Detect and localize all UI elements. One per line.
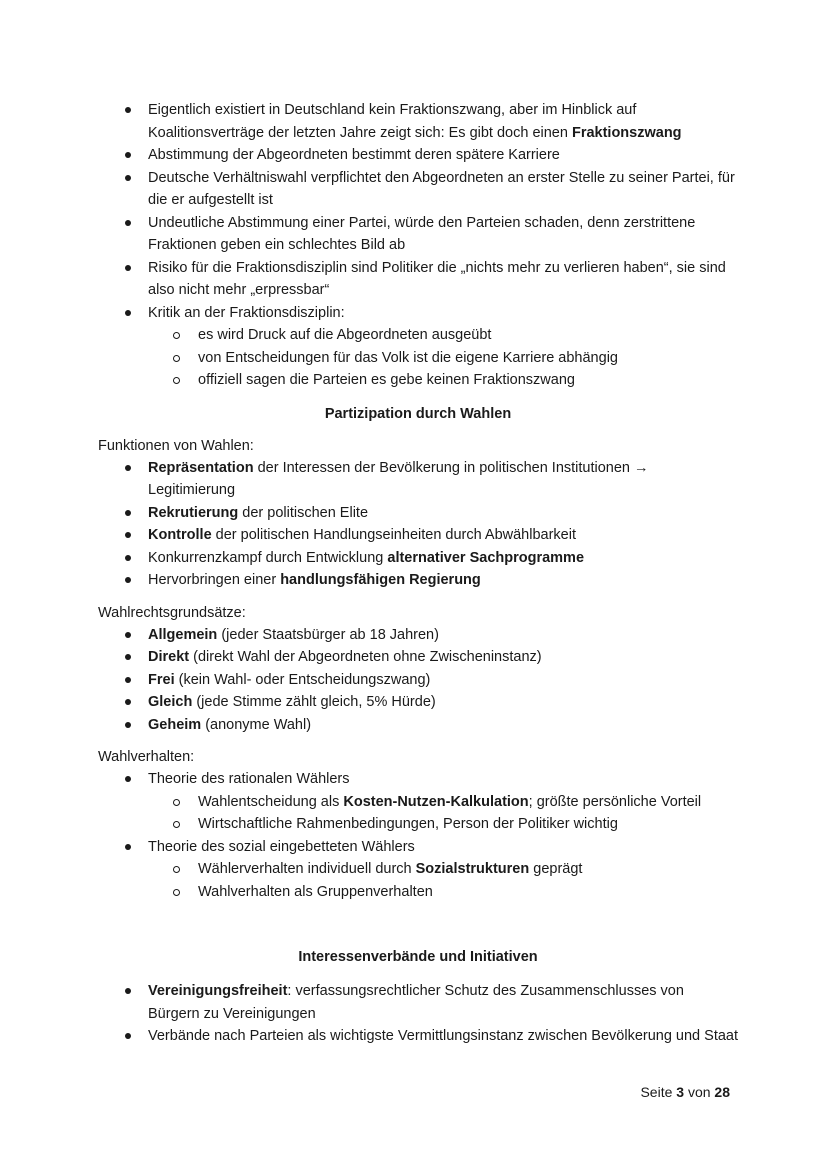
grundsaetze-list <box>98 624 738 737</box>
section-heading-verbaende: Interessenverbände und Initiativen <box>298 949 538 965</box>
verhalten-list <box>98 768 738 903</box>
list-item <box>98 524 738 547</box>
footer-total-pages: 28 <box>714 1084 730 1100</box>
text-run: von Entscheidungen für das Volk ist die eigene Karriere abhängig <box>198 349 618 366</box>
text-run: Verbände nach Parteien als wichtigste Vermittlungsinstanz zwischen Bevölkerung und Staat <box>148 1028 739 1044</box>
bold-term: Fraktionszwang <box>571 124 682 141</box>
text-run: (jede Stimme zählt gleich, 5% Hürde) <box>192 694 436 710</box>
list-item <box>98 457 738 502</box>
intro-bullet-list <box>98 99 738 392</box>
bold-term: Kontrolle <box>148 527 212 543</box>
sub-list <box>148 858 738 903</box>
text-run: ; größte persönliche Vorteil <box>528 793 702 810</box>
text-run: es wird Druck auf die Abgeordneten ausgeübt <box>198 327 492 343</box>
bold-term: Repräsentation <box>148 459 254 476</box>
text-run: Wahlentscheidung als <box>198 793 344 810</box>
sub-list-item <box>98 347 738 370</box>
sub-list-item <box>98 881 738 904</box>
bold-term: Rekrutierung <box>148 504 239 521</box>
text-run: Eigentlich existiert in Deutschland kein Fraktionszwang, aber im Hinblick auf Koalitionsverträge der letzten Jahre zeigt sich: Es gibt doch einen <box>148 102 637 141</box>
footer-current-page: 3 <box>676 1084 685 1100</box>
bold-term: Geheim <box>148 716 202 733</box>
list-item <box>98 212 738 257</box>
funktionen-label: Funktionen von Wahlen: <box>98 437 254 454</box>
bold-term: Frei <box>148 671 175 688</box>
sub-list <box>148 791 738 836</box>
bold-term: Gleich <box>148 694 193 710</box>
funktionen-list <box>98 457 738 592</box>
bold-term: Allgemein <box>148 626 218 643</box>
page-content <box>98 99 738 1048</box>
list-item <box>98 257 738 302</box>
text-run: offiziell sagen die Parteien es gebe keinen Fraktionszwang <box>198 372 575 388</box>
list-item <box>98 980 738 1025</box>
text-run: (kein Wahl- oder Entscheidungszwang) <box>174 671 431 688</box>
text-run: Wählerverhalten individuell durch <box>198 861 416 877</box>
verhalten-label: Wahlverhalten: <box>98 749 195 765</box>
text-run: Kritik an der Fraktionsdisziplin: <box>148 304 345 321</box>
sub-list-item <box>98 791 738 814</box>
section-heading-wahlen: Partizipation durch Wahlen <box>324 405 512 422</box>
list-item <box>98 646 738 669</box>
bold-term: handlungsfähigen Regierung <box>280 572 481 588</box>
list-item <box>98 547 738 570</box>
text-run: Theorie des sozial eingebetteten Wählers <box>148 838 415 855</box>
text-run: Undeutliche Abstimmung einer Partei, würde den Parteien schaden, denn zerstrittene Fraktionen geben ein schlechtes Bild ab <box>148 214 696 253</box>
sub-list-item <box>98 813 738 836</box>
bold-term: Kosten-Nutzen-Kalkulation <box>343 793 529 810</box>
sub-list <box>148 324 738 392</box>
bold-term: Vereinigungsfreiheit <box>148 983 288 999</box>
text-run: Wirtschaftliche Rahmenbedingungen, Person der Politiker wichtig <box>198 816 618 832</box>
text-run: Theorie des rationalen Wählers <box>148 771 350 787</box>
bold-term: Sozialstrukturen <box>415 861 530 877</box>
sub-list-item <box>98 324 738 347</box>
list-item <box>98 302 738 392</box>
list-item <box>98 836 738 904</box>
text-run: Risiko für die Fraktionsdisziplin sind Politiker die „nichts mehr zu verlieren haben“, sie sind also nicht mehr „erpressbar“ <box>148 259 726 298</box>
list-item <box>98 691 738 714</box>
text-run: der Interessen der Bevölkerung in politischen Institutionen → Legitimierung <box>148 459 649 498</box>
text-run: Deutsche Verhältniswahl verpflichtet den Abgeordneten an erster Stelle zu seiner Partei, für die er aufgestellt ist <box>148 169 735 208</box>
grundsaetze-label: Wahlrechtsgrundsätze: <box>98 604 246 621</box>
list-item <box>98 669 738 692</box>
sub-list-item <box>98 858 738 881</box>
list-item <box>98 167 738 212</box>
footer-middle: von <box>687 1084 711 1100</box>
page-footer <box>640 1084 730 1100</box>
text-run: : verfassungsrechtlicher Schutz des Zusammenschlusses von Bürgern zu Vereinigungen <box>148 983 684 1022</box>
list-item <box>98 624 738 647</box>
text-run: Abstimmung der Abgeordneten bestimmt deren spätere Karriere <box>148 147 560 163</box>
text-run: (direkt Wahl der Abgeordneten ohne Zwischeninstanz) <box>189 649 542 665</box>
text-run: Konkurrenzkampf durch Entwicklung <box>148 549 388 566</box>
text-run: der politischen Handlungseinheiten durch Abwählbarkeit <box>211 527 576 543</box>
verbaende-list <box>98 980 738 1048</box>
sub-list-item <box>98 369 738 392</box>
text-run: der politischen Elite <box>238 504 369 521</box>
list-item <box>98 768 738 836</box>
text-run: Wahlverhalten als Gruppenverhalten <box>198 883 433 900</box>
text-run: geprägt <box>529 861 583 877</box>
bold-term: Direkt <box>148 649 190 665</box>
text-run: Hervorbringen einer <box>148 572 281 588</box>
list-item <box>98 569 738 592</box>
list-item <box>98 714 738 737</box>
text-run: (jeder Staatsbürger ab 18 Jahren) <box>217 626 439 643</box>
footer-prefix: Seite <box>640 1084 673 1100</box>
list-item <box>98 502 738 525</box>
list-item <box>98 1025 738 1048</box>
list-item <box>98 144 738 167</box>
list-item <box>98 99 738 144</box>
bold-term: alternativer Sachprogramme <box>387 549 585 566</box>
text-run: (anonyme Wahl) <box>201 716 312 733</box>
